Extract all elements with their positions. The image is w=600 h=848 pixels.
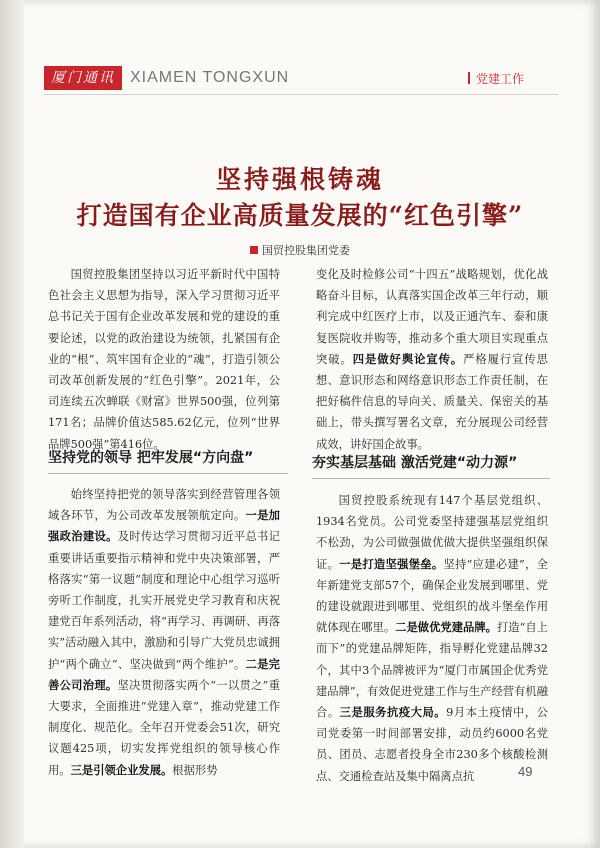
s2-point-1: 一是打造坚强堡垒。 [339,556,444,571]
s1-point-3: 三是引领企业发展。 [70,762,173,777]
section1-paragraph [48,484,280,781]
s2-text-c: 坚持“应建必建”，全年新建党支部57个，确保企业发展到哪里、党的建设就跟进到哪里、党组织的战斗堡垒作用就体现在哪里。 [316,557,548,635]
article-title-line2: 打造国有企业高质量发展的“红色引擎” [76,201,524,230]
right-continuation-block [316,264,548,455]
s2-text-d: 打造“自上而下”的党建品牌矩阵，指导孵化党建品牌32个，其中3个品牌被评为“厦门市属国企优秀党建品牌”，有效促进党建工作与生产经营有机融合。 [316,621,548,720]
section2-rule [312,478,550,479]
section2-heading: 夯实基层基础 激活党建“动力源” [312,455,518,471]
section-tag [468,70,524,87]
s1-text-e: 根据形势 [172,763,218,777]
header-rule [44,94,558,95]
s2-point-3: 三是服务抗疫大局。 [339,705,447,720]
section-bar-icon [468,72,470,84]
s1-text-a: 始终坚持把党的领导落实到经营管理各领域各环节，为公司改革发展领航定向。 [48,488,280,523]
article-author [0,242,600,258]
intro-paragraph: 国贸控股集团坚持以习近平新时代中国特色社会主义思想为指导，深入学习贯彻习近平总书记关于国有企业改革发展和党的建设的重要论述，以党的政治建设为统领，扎紧国有企业的“根”、筑牢国有企业的“魂”，打造引领公司改革创新发展的“红色引擎”。2021年，公司连续五次蝉联《财富》世界500强，位列第171名；品牌价值达585.62亿元，位列“世界品牌500强”第416位。 [48,268,280,451]
s2-text-e: 9月本土疫情中，公司党委第一时间部署安排，动员约6000名党员、团员、志愿者投身全市230多个核酸检测点、交通检查站及集中隔离点抗 [316,706,548,783]
s2-point-2: 二是做优党建品牌。 [395,620,497,635]
article-title-line1: 坚持强根铸魂 [215,165,384,194]
s1-text-d: 坚决贯彻落实两个“一以贯之”重大要求，全面推进“党建入章”，推动党建工作制度化、规范化。全年召开党委会51次，研究议题425项，切实发挥党组织的领导核心作用。 [48,678,280,777]
page-gutter [0,0,24,848]
intro-paragraph-block [48,264,280,455]
section-tag-label: 党建工作 [476,72,525,86]
magazine-name: XIAMEN TONGXUN [130,69,290,86]
section2-paragraph [316,490,548,787]
magazine-logo: 厦门通讯 [44,66,122,90]
author-square-icon [250,246,258,254]
section1-body [48,484,280,781]
section1-heading: 坚持党的领导 把牢发展“方向盘” [48,450,254,466]
right-continuation [316,264,548,455]
s1-text-c: 及时传达学习贯彻习近平总书记重要讲话重要指示精神和党中央决策部署，严格落实“第一议题”制度和理论中心组学习巡听旁听工作制度，扎实开展党史学习教育和庆祝建党百年系列活动，将“再学习、再调研、再落实”活动融入其中，激励和引导广大党员忠诚拥护“两个确立”、坚决做到“两个维护”。 [48,530,280,671]
rc-point-4: 四是做好舆论宣传。 [352,351,464,366]
author-label: 国贸控股集团党委 [262,244,350,257]
rc-text-c: 严格履行宣传思想、意识形态和网络意识形态工作责任制，在把好稿件信息的导向关、质量关、保密关的基础上，带头撰写署名文章，充分展现公司经营成效，讲好国企故事。 [316,352,548,451]
section1-rule [48,473,288,474]
page-number: 49 [518,764,533,779]
section2-body [316,490,548,787]
s2-text-a: 国贸控股系统现有147个基层党组织、1934名党员。公司党委坚持建强基层党组织不松劲，为公司做强做优做大提供坚强组织保证。 [316,494,548,571]
rc-text-a: 变化及时检修公司“十四五”战略规划，优化战略奋斗目标，认真落实国企改革三年行动，顺利完成中红医疗上市，以及正通汽车、泰和康复医院收并购等，推动多个重大项目实现重点突破。 [316,268,548,366]
s1-point-2: 二是完善公司治理。 [48,656,280,692]
s1-point-1: 一是加强政治建设。 [48,508,280,544]
